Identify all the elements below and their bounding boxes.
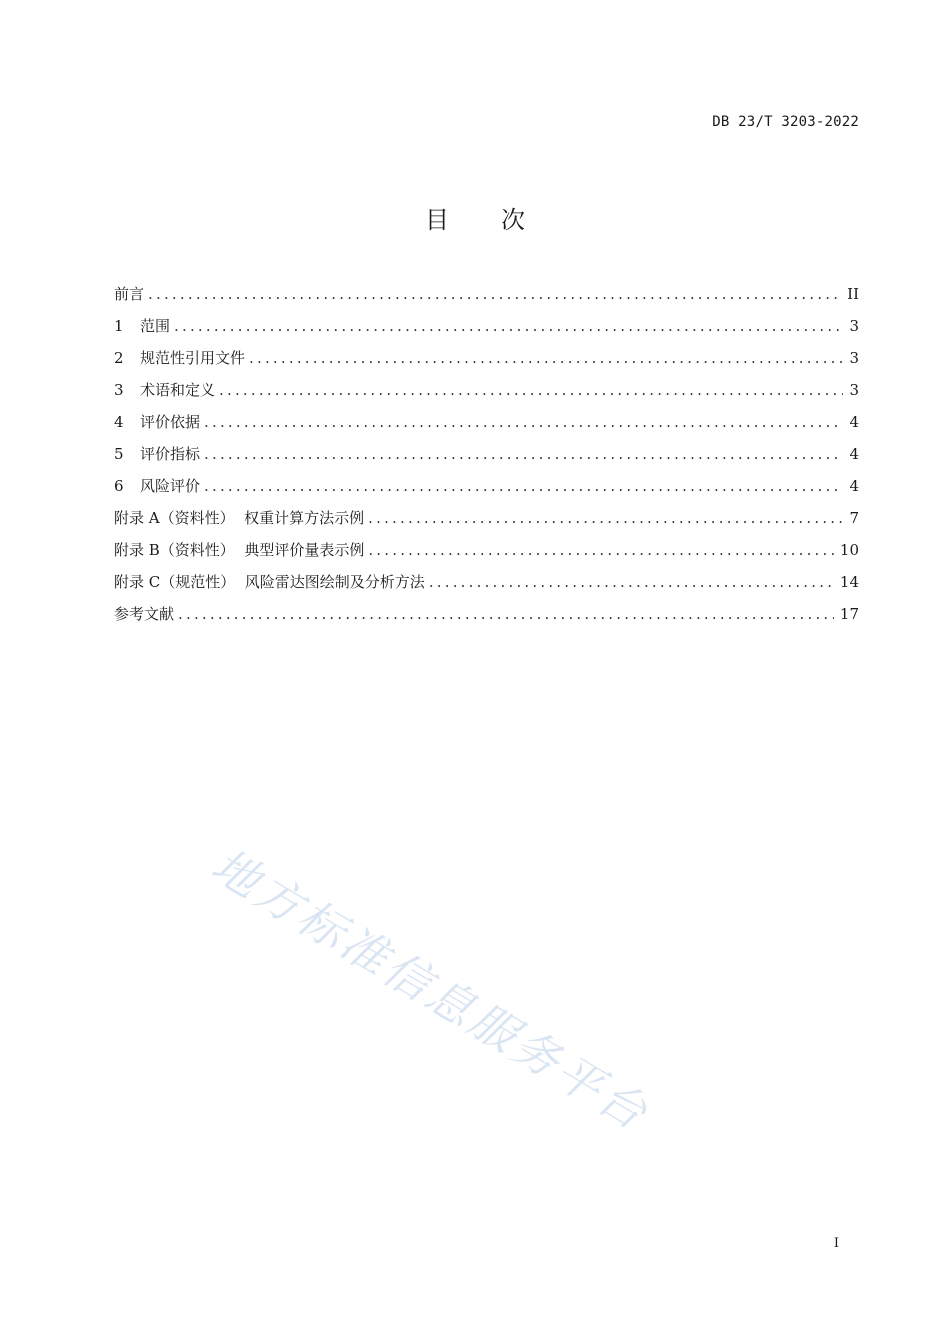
toc-entry-appendix-c[interactable] — [114, 571, 859, 603]
toc-entry-number: 5 — [114, 445, 124, 463]
toc-entry-label: 范围 — [140, 317, 171, 335]
toc-leader-dots — [204, 413, 843, 431]
page-number: I — [833, 1236, 839, 1251]
toc-entry-foreword[interactable] — [114, 283, 859, 315]
toc-entry-label: 风险雷达图绘制及分析方法 — [244, 573, 425, 591]
toc-leader-dots — [219, 381, 843, 399]
toc-entry-appendix-b[interactable] — [114, 539, 859, 571]
toc-entry-page: 4 — [849, 413, 859, 431]
toc-entry-appendix-a[interactable] — [114, 507, 859, 539]
toc-entry-number: 3 — [114, 381, 124, 399]
toc-entry-page: 3 — [849, 349, 859, 367]
toc-entry-number: 4 — [114, 413, 124, 431]
toc-leader-dots — [368, 541, 834, 559]
page-title — [0, 200, 950, 235]
toc-entry-label: 规范性引用文件 — [140, 349, 246, 367]
toc-entry-page: 4 — [849, 445, 859, 463]
toc-entry-appendix-prefix: 附录 C（规范性） — [114, 573, 245, 591]
toc-leader-dots — [249, 349, 843, 367]
toc-leader-dots — [368, 509, 843, 527]
toc-entry-evaluation-basis[interactable] — [114, 411, 859, 443]
toc-leader-dots — [174, 317, 843, 335]
standard-code: DB 23/T 3203-2022 — [712, 114, 859, 130]
toc-leader-dots — [204, 477, 843, 495]
toc-entry-scope[interactable] — [114, 315, 859, 347]
toc-entry-appendix-prefix: 附录 A（资料性） — [114, 509, 245, 527]
toc-leader-dots — [148, 285, 841, 303]
toc-leader-dots — [429, 573, 834, 591]
toc-leader-dots — [204, 445, 843, 463]
toc-entry-page: 17 — [839, 605, 859, 623]
toc-entry-risk-evaluation[interactable] — [114, 475, 859, 507]
toc-entry-page: II — [847, 285, 859, 303]
toc-entry-label: 前言 — [114, 285, 145, 303]
toc-entry-page: 14 — [839, 573, 859, 591]
toc-entry-label: 评价指标 — [140, 445, 201, 463]
toc-entry-terms-definitions[interactable] — [114, 379, 859, 411]
toc-entry-page: 3 — [849, 381, 859, 399]
toc-entry-page: 4 — [849, 477, 859, 495]
toc-leader-dots — [178, 605, 834, 623]
toc-entry-label: 典型评价量表示例 — [244, 541, 365, 559]
toc-entry-label: 评价依据 — [140, 413, 201, 431]
toc-entry-page: 7 — [849, 509, 859, 527]
table-of-contents — [114, 283, 859, 635]
toc-entry-number: 2 — [114, 349, 124, 367]
toc-entry-label: 风险评价 — [140, 477, 201, 495]
toc-entry-label: 术语和定义 — [140, 381, 216, 399]
toc-entry-appendix-prefix: 附录 B（资料性） — [114, 541, 245, 559]
toc-entry-evaluation-indicators[interactable] — [114, 443, 859, 475]
toc-entry-number: 1 — [114, 317, 124, 335]
toc-entry-page: 3 — [849, 317, 859, 335]
toc-entry-number: 6 — [114, 477, 124, 495]
toc-entry-page: 10 — [839, 541, 859, 559]
title-part-1: 目 — [425, 206, 449, 234]
toc-entry-normative-references[interactable] — [114, 347, 859, 379]
toc-entry-bibliography[interactable] — [114, 603, 859, 635]
toc-entry-label: 权重计算方法示例 — [244, 509, 365, 527]
watermark: 地方标准信息服务平台 — [202, 837, 659, 1142]
title-part-2: 次 — [501, 206, 525, 234]
toc-entry-label: 参考文献 — [114, 605, 175, 623]
